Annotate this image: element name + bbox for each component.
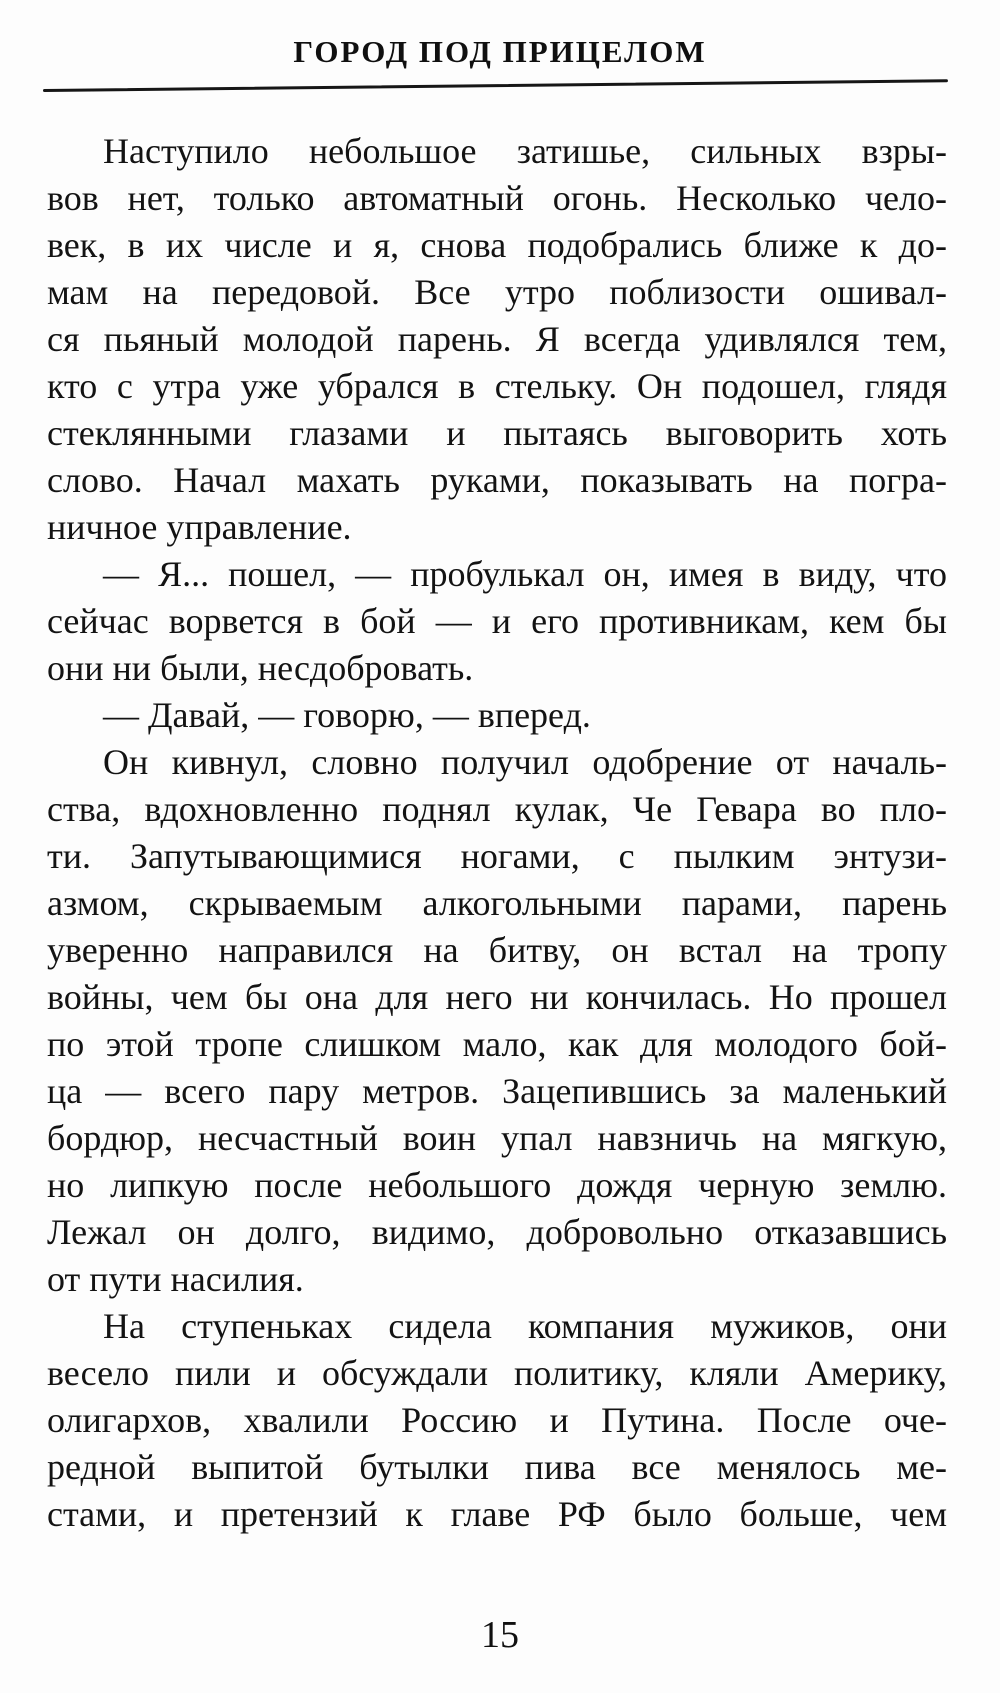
text-line: олигархов, хвалили Россию и Путина. После оче- [47,1400,947,1440]
text-line: редной выпитой бутылки пива все менялось ме- [47,1447,947,1487]
text-line: войны, чем бы она для него ни кончилась. Но прошел [47,977,947,1017]
text-line: ничное управление. [47,507,352,547]
text-line: стами, и претензий к главе РФ было больше, чем [47,1494,947,1534]
paragraph [47,692,947,739]
paragraph [47,1303,947,1538]
text-line: Наступило небольшое затишье, сильных взры- [103,131,947,171]
text-line: бордюр, несчастный воин упал навзничь на мягкую, [47,1118,947,1158]
text-line: стеклянными глазами и пытаясь выговорить хоть [47,413,947,453]
header-rule [43,79,948,92]
paragraph [47,551,947,692]
text-line: азмом, скрываемым алкогольными парами, парень [47,883,947,923]
chapter-title: ГОРОД ПОД ПРИЦЕЛОМ [293,34,707,69]
text-line: мам на передовой. Все утро поблизости ошивал- [47,272,947,312]
text-line: ца — всего пару метров. Зацепившись за маленький [47,1071,947,1111]
text-line: кто с утра уже убрался в стельку. Он подошел, глядя [47,366,947,406]
text-line: уверенно направился на битву, он встал на тропу [47,930,947,970]
text-line: ства, вдохновленно поднял кулак, Че Гевара во пло- [47,789,947,829]
text-line: На ступеньках сидела компания мужиков, они [103,1306,947,1346]
text-line: по этой тропе слишком мало, как для молодого бой- [47,1024,947,1064]
text-line: вов нет, только автоматный огонь. Несколько чело- [47,178,947,218]
text-line: ся пьяный молодой парень. Я всегда удивлялся тем, [47,319,947,359]
text-line: — Я... пошел, — пробулькал он, имея в виду, что [103,554,947,594]
text-line: ти. Запутывающимися ногами, с пылким энтузи- [47,836,947,876]
page-number: 15 [481,1614,519,1656]
text-line: сейчас ворвется в бой — и его противникам, кем бы [47,601,947,641]
paragraph [47,739,947,1303]
text-line: от пути насилия. [47,1259,304,1299]
text-line: но липкую после небольшого дождя черную землю. [47,1165,947,1205]
text-line: Лежал он долго, видимо, добровольно отказавшись [47,1212,947,1252]
page-text [47,128,947,1538]
text-line: они ни были, несдобровать. [47,648,474,688]
text-line: слово. Начал махать руками, показывать на погра- [47,460,947,500]
text-line: век, в их числе и я, снова подобрались ближе к до- [47,225,947,265]
text-line: Он кивнул, словно получил одобрение от началь- [103,742,947,782]
text-line: весело пили и обсуждали политику, кляли Америку, [47,1353,947,1393]
paragraph [47,128,947,551]
text-line: — Давай, — говорю, — вперед. [103,695,591,735]
